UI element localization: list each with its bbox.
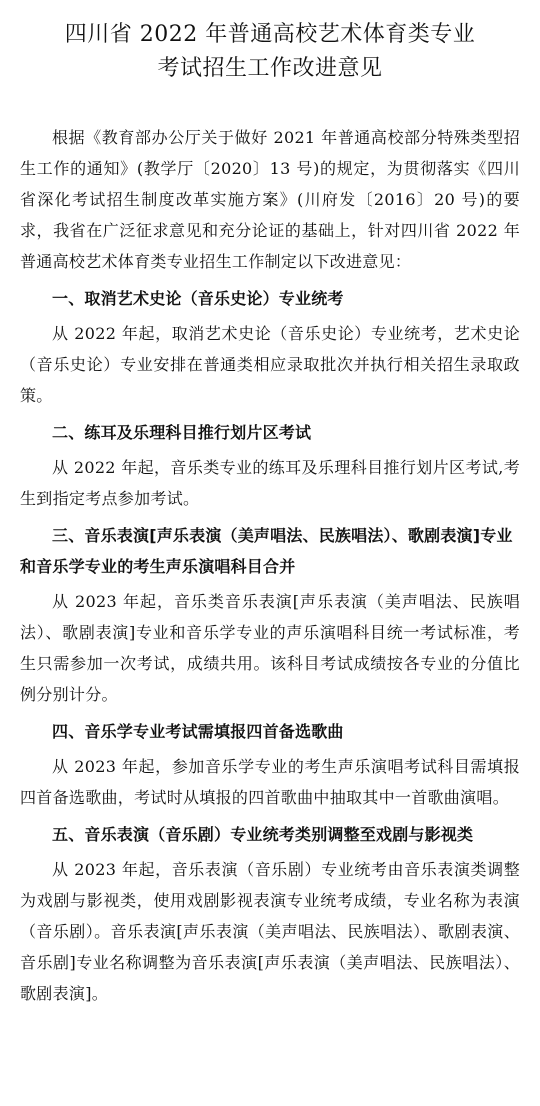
section-heading: 二、练耳及乐理科目推行划片区考试 <box>52 423 312 442</box>
section-body: 从 2023 年起，音乐类音乐表演[声乐表演（美声唱法、民族唱法）、歌剧表演]专业和音乐学专业的声乐演唱科目统一考试标准，考生只需参加一次考试，成绩共用。该科目考试成绩按各专业的分值比例分别计分。 <box>20 592 520 704</box>
section-5 <box>20 819 520 1009</box>
document-title-line-1: 四川省 2022 年普通高校艺术体育类专业 <box>64 22 476 47</box>
section-1 <box>20 283 520 411</box>
section-heading: 三、音乐表演[声乐表演（美声唱法、民族唱法）、歌剧表演]专业和音乐学专业的考生声乐演唱科目合并 <box>20 526 513 576</box>
section-body: 从 2023 年起，参加音乐学专业的考生声乐演唱考试科目需填报四首备选歌曲，考试时从填报的四首歌曲中抽取其中一首歌曲演唱。 <box>20 757 520 807</box>
section-heading: 五、音乐表演（音乐剧）专业统考类别调整至戏剧与影视类 <box>52 825 474 844</box>
section-body: 从 2022 年起，音乐类专业的练耳及乐理科目推行划片区考试,考生到指定考点参加考试。 <box>20 458 520 508</box>
document-title-line-2: 考试招生工作改进意见 <box>157 56 383 81</box>
section-heading: 一、取消艺术史论（音乐史论）专业统考 <box>52 289 344 308</box>
intro-paragraph: 根据《教育部办公厅关于做好 2021 年普通高校部分特殊类型招生工作的通知》(教学厅〔2020〕13 号)的规定，为贯彻落实《四川省深化考试招生制度改革实施方案》(川府发〔2016〕20 号)的要求，我省在广泛征求意见和充分论证的基础上，针对四川省 2022 年普通高校艺术体育类专业招生工作制定以下改进意见： <box>20 128 520 271</box>
section-body: 从 2023 年起，音乐表演（音乐剧）专业统考由音乐表演类调整为戏剧与影视类，使用戏剧影视表演专业统考成绩，专业名称为表演（音乐剧）。音乐表演[声乐表演（美声唱法、民族唱法）、歌剧表演、音乐剧]专业名称调整为音乐表演[声乐表演（美声唱法、民族唱法）、歌剧表演]。 <box>20 860 520 1003</box>
section-2 <box>20 417 520 514</box>
section-3 <box>20 520 520 710</box>
section-4 <box>20 716 520 813</box>
section-body: 从 2022 年起，取消艺术史论（音乐史论）专业统考，艺术史论（音乐史论）专业安排在普通类相应录取批次并执行相关招生录取政策。 <box>20 324 520 405</box>
section-heading: 四、音乐学专业考试需填报四首备选歌曲 <box>52 722 344 741</box>
